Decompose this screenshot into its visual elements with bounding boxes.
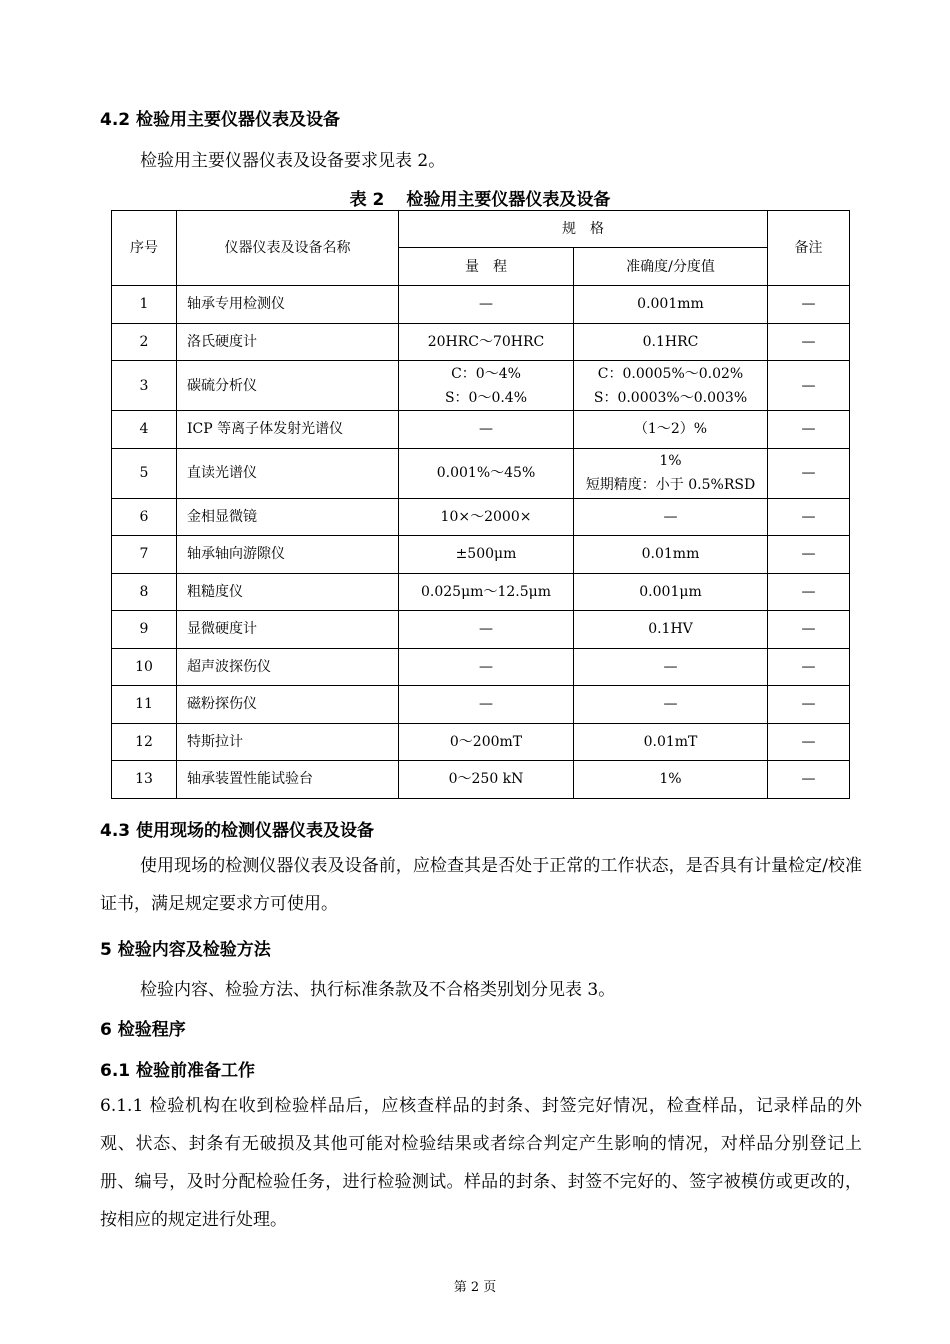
cell-no: 9 <box>112 611 177 649</box>
cell-range <box>399 286 574 324</box>
cell-accuracy <box>574 761 768 799</box>
cell-remark: — <box>768 498 850 536</box>
cell-remark: — <box>768 723 850 761</box>
cell-remark: — <box>768 648 850 686</box>
cell-range-line: 20HRC～70HRC <box>427 333 545 350</box>
cell-accuracy-line: 短期精度：小于 0.5%RSD <box>585 477 756 493</box>
cell-name: ICP 等离子体发射光谱仪 <box>177 411 399 449</box>
table-row <box>112 686 850 724</box>
cell-name: 金相显微镜 <box>177 498 399 536</box>
cell-no: 2 <box>112 323 177 361</box>
cell-remark: — <box>768 686 850 724</box>
table-row <box>112 648 850 686</box>
cell-no: 7 <box>112 536 177 574</box>
cell-accuracy-line: C：0.0005%～0.02% <box>597 365 744 382</box>
table-row <box>112 448 850 498</box>
cell-accuracy-line: 1% <box>659 771 682 788</box>
cell-name: 超声波探伤仪 <box>177 648 399 686</box>
header-name: 仪器仪表及设备名称 <box>177 211 399 286</box>
cell-name: 粗糙度仪 <box>177 573 399 611</box>
cell-range-line: 10×～2000× <box>440 508 532 525</box>
table-row <box>112 498 850 536</box>
cell-range-line: 0～250 kN <box>448 771 524 788</box>
cell-range-line: — <box>479 621 493 638</box>
cell-accuracy-line: 0.1HV <box>648 621 693 638</box>
cell-accuracy <box>574 611 768 649</box>
section-6-heading: 6 检验程序 <box>100 1020 186 1040</box>
cell-no: 11 <box>112 686 177 724</box>
cell-accuracy-line: 0.001mm <box>637 296 704 313</box>
cell-range <box>399 573 574 611</box>
cell-accuracy <box>574 411 768 449</box>
equipment-table <box>111 210 850 799</box>
cell-accuracy-line: （1～2）% <box>633 421 708 438</box>
cell-name: 特斯拉计 <box>177 723 399 761</box>
cell-accuracy <box>574 573 768 611</box>
section-6-1-heading: 6.1 检验前准备工作 <box>100 1061 256 1081</box>
cell-accuracy-line: 0.1HRC <box>642 333 699 350</box>
cell-no: 10 <box>112 648 177 686</box>
cell-accuracy <box>574 448 768 498</box>
cell-name: 磁粉探伤仪 <box>177 686 399 724</box>
cell-name: 轴承专用检测仪 <box>177 286 399 324</box>
cell-name: 轴承装置性能试验台 <box>177 761 399 799</box>
cell-accuracy <box>574 323 768 361</box>
cell-range-line: 0.025μm～12.5μm <box>421 583 551 600</box>
cell-accuracy-line: — <box>663 696 678 713</box>
header-range: 量 程 <box>399 248 574 286</box>
cell-remark: — <box>768 411 850 449</box>
section-4-2-heading: 4.2 检验用主要仪器仪表及设备 <box>100 110 341 130</box>
cell-accuracy-line: 0.01mm <box>641 546 700 563</box>
cell-range-line: ±500μm <box>455 546 517 563</box>
cell-accuracy-line: — <box>663 658 678 675</box>
cell-accuracy <box>574 361 768 411</box>
cell-name: 碳硫分析仪 <box>177 361 399 411</box>
section-4-2-text: 检验用主要仪器仪表及设备要求见表 2。 <box>140 151 446 171</box>
table-body <box>112 286 850 799</box>
cell-remark: — <box>768 448 850 498</box>
cell-range <box>399 498 574 536</box>
cell-remark: — <box>768 536 850 574</box>
cell-no: 5 <box>112 448 177 498</box>
cell-name: 显微硬度计 <box>177 611 399 649</box>
cell-accuracy-line: 0.01mT <box>643 733 698 750</box>
section-5-heading: 5 检验内容及检验方法 <box>100 940 271 960</box>
cell-range-line: C：0～4% <box>451 365 521 382</box>
table-row <box>112 723 850 761</box>
cell-accuracy <box>574 536 768 574</box>
section-4-3-heading: 4.3 使用现场的检测仪器仪表及设备 <box>100 821 375 841</box>
cell-range-line: — <box>479 296 493 313</box>
table-row <box>112 573 850 611</box>
header-no: 序号 <box>112 211 177 286</box>
cell-range <box>399 761 574 799</box>
header-spec: 规 格 <box>399 211 768 248</box>
cell-name: 洛氏硬度计 <box>177 323 399 361</box>
cell-accuracy <box>574 723 768 761</box>
cell-accuracy-line: 0.001μm <box>639 583 702 600</box>
cell-range-line: S：0～0.4% <box>444 389 528 406</box>
table-row <box>112 611 850 649</box>
cell-range <box>399 611 574 649</box>
table-row <box>112 536 850 574</box>
header-accuracy: 准确度/分度值 <box>574 248 768 286</box>
cell-range-line: — <box>479 696 493 713</box>
cell-no: 6 <box>112 498 177 536</box>
table-caption-title: 检验用主要仪器仪表及设备 <box>406 190 611 210</box>
cell-no: 8 <box>112 573 177 611</box>
cell-name: 轴承轴向游隙仪 <box>177 536 399 574</box>
cell-range <box>399 648 574 686</box>
cell-name: 直读光谱仪 <box>177 448 399 498</box>
section-4-3-text: 使用现场的检测仪器仪表及设备前，应检查其是否处于正常的工作状态，是否具有计量检定/校准证书，满足规定要求方可使用。 <box>100 856 862 914</box>
cell-accuracy-line: S：0.0003%～0.003% <box>593 389 748 406</box>
page-number: 第 2 页 <box>453 1280 497 1295</box>
cell-no: 13 <box>112 761 177 799</box>
cell-accuracy-line: 1% <box>659 453 682 469</box>
table-row <box>112 411 850 449</box>
section-6-1-1-text: 6.1.1 检验机构在收到检验样品后，应核查样品的封条、封签完好情况，检查样品，记录样品的外观、状态、封条有无破损及其他可能对检验结果或者综合判定产生影响的情况，对样品分别登记上册、编号，及时分配检验任务，进行检验测试。样品的封条、封签不完好的、签字被模仿或更改的，按相应的规定进行处理。 <box>100 1096 862 1230</box>
section-5-text: 检验内容、检验方法、执行标准条款及不合格类别划分见表 3。 <box>140 980 616 1000</box>
table-caption <box>100 185 860 210</box>
cell-remark: — <box>768 761 850 799</box>
table-row <box>112 286 850 324</box>
cell-range <box>399 448 574 498</box>
cell-accuracy <box>574 286 768 324</box>
cell-remark: — <box>768 286 850 324</box>
cell-remark: — <box>768 573 850 611</box>
cell-remark: — <box>768 611 850 649</box>
cell-range <box>399 323 574 361</box>
cell-no: 3 <box>112 361 177 411</box>
cell-range <box>399 361 574 411</box>
cell-range-line: 0～200mT <box>449 733 523 750</box>
header-remark: 备注 <box>768 211 850 286</box>
cell-range <box>399 411 574 449</box>
cell-range-line: 0.001%～45% <box>436 465 536 481</box>
cell-accuracy <box>574 498 768 536</box>
cell-remark: — <box>768 323 850 361</box>
table-caption-number: 表 2 <box>349 190 385 210</box>
cell-accuracy <box>574 686 768 724</box>
cell-range-line: — <box>479 421 493 438</box>
table-row <box>112 323 850 361</box>
cell-range <box>399 536 574 574</box>
cell-range <box>399 686 574 724</box>
cell-no: 1 <box>112 286 177 324</box>
cell-range <box>399 723 574 761</box>
cell-remark: — <box>768 361 850 411</box>
cell-accuracy-line: — <box>663 508 678 525</box>
table-row <box>112 761 850 799</box>
cell-no: 12 <box>112 723 177 761</box>
cell-accuracy <box>574 648 768 686</box>
cell-no: 4 <box>112 411 177 449</box>
table-row <box>112 361 850 411</box>
cell-range-line: — <box>479 658 493 675</box>
